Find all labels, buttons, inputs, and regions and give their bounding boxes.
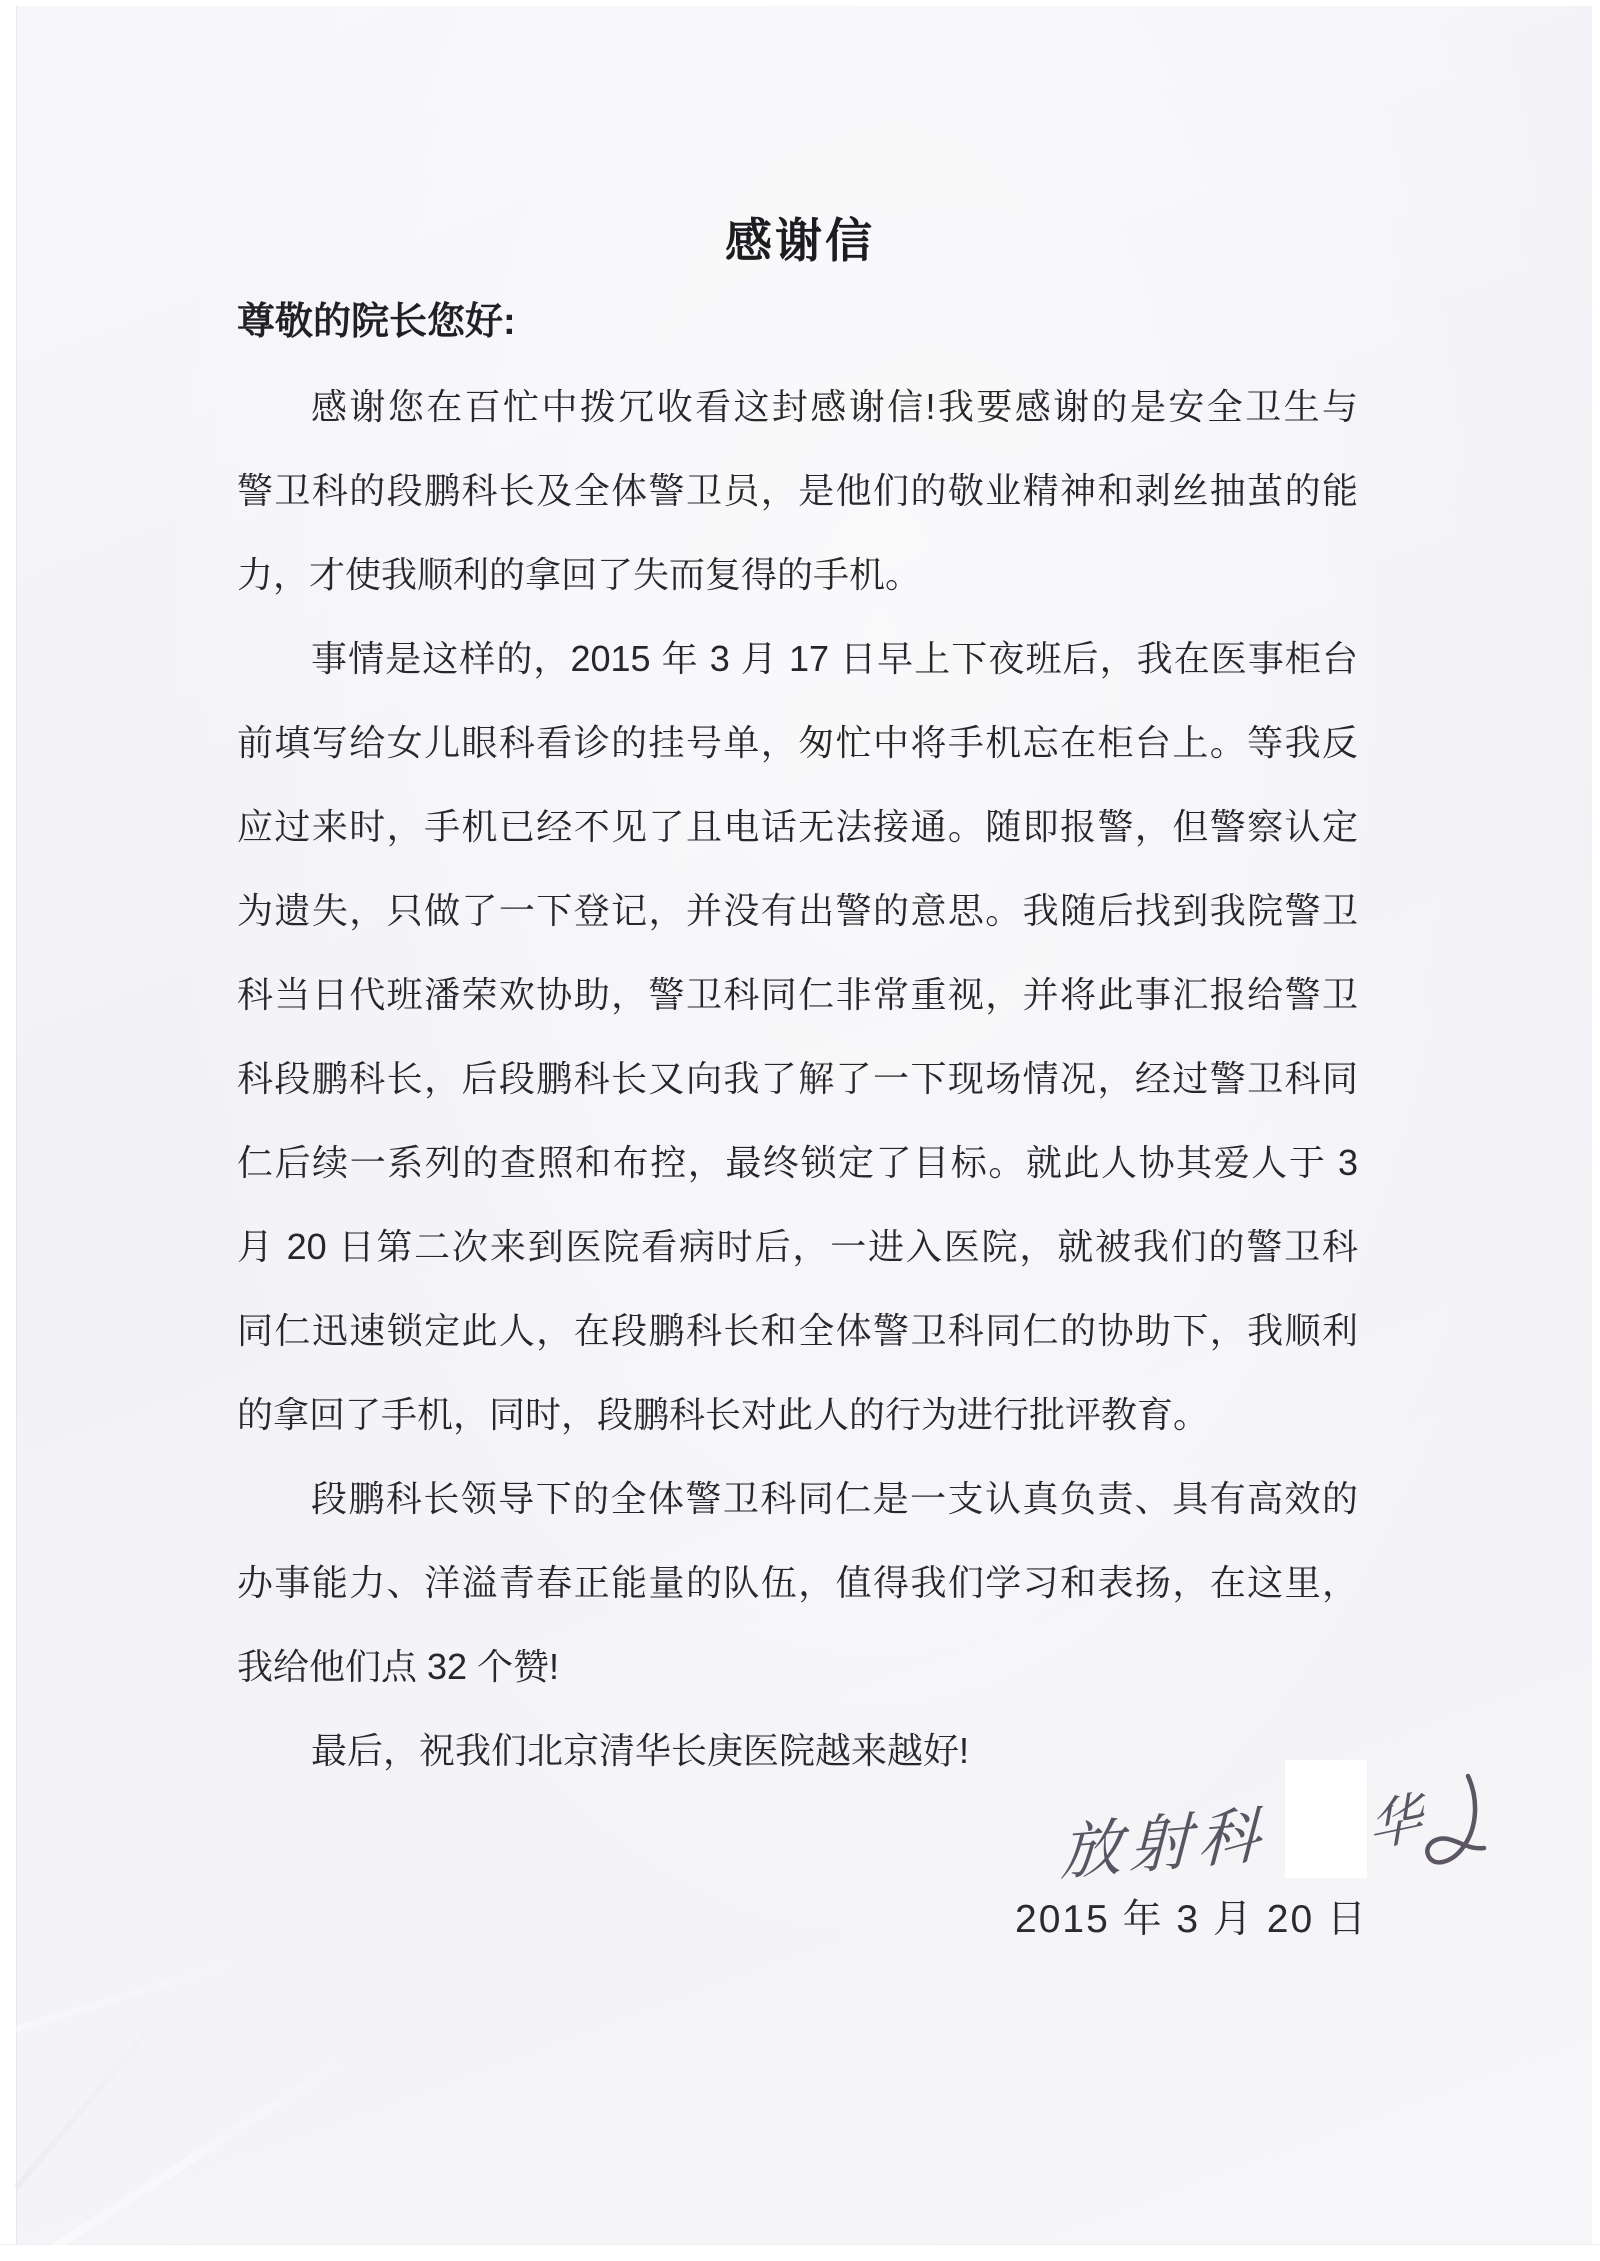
letter-line: 前填写给女儿眼科看诊的挂号单，匆忙中将手机忘在柜台上。等我反 [237,722,1358,763]
letter-line: 科当日代班潘荣欢协助，警卫科同仁非常重视，并将此事汇报给警卫 [237,974,1358,1015]
letter-line: 同仁迅速锁定此人，在段鹏科长和全体警卫科同仁的协助下，我顺利 [237,1310,1358,1351]
paper-edge-left [0,0,17,2261]
letter-body [237,365,1358,1793]
letter-line: 应过来时，手机已经不见了且电话无法接通。随即报警，但警察认定 [237,806,1358,847]
letter-line: 力，才使我顺利的拿回了失而复得的手机。 [237,554,922,595]
letter-title: 感谢信 [725,214,875,267]
paper-crease [0,1947,274,2047]
signature-department-handwriting: 放射科 [1059,1800,1268,1889]
letter-line: 科段鹏科长，后段鹏科长又向我了解了一下现场情况，经过警卫科同 [237,1058,1358,1099]
letter-line: 事情是这样的，2015 年 3 月 17 日早上下夜班后，我在医事柜台 [311,638,1358,679]
signature-partial-handwriting: 华 [1366,1787,1424,1859]
paper-edge-bottom [0,2244,1600,2261]
letter-line: 最后，祝我们北京清华长庚医院越来越好! [311,1730,970,1771]
letter-line: 我给他们点 32 个赞! [237,1646,560,1687]
letter-line: 为遗失，只做了一下登记，并没有出警的意思。我随后找到我院警卫 [237,890,1358,931]
letter-line: 段鹏科长领导下的全体警卫科同仁是一支认真负责、具有高效的 [311,1478,1358,1519]
letter-line: 仁后续一系列的查照和布控，最终锁定了目标。就此人协其爱人于 3 [237,1142,1358,1183]
letter-line: 办事能力、洋溢青春正能量的队伍，值得我们学习和表扬，在这里， [237,1562,1358,1603]
letter-line: 的拿回了手机，同时，段鹏科长对此人的行为进行批评教育。 [237,1394,1210,1435]
letter-line: 警卫科的段鹏科长及全体警卫员，是他们的敬业精神和剥丝抽茧的能 [237,470,1358,511]
paper-crease [14,1986,186,2189]
letter-line: 感谢您在百忙中拨冗收看这封感谢信!我要感谢的是安全卫生与 [311,386,1358,427]
redaction-box [1285,1760,1367,1878]
signature-flourish-stroke [1412,1768,1496,1888]
letter-date: 2015 年 3 月 20 日 [1015,1898,1369,1941]
paper-edge-top [0,0,1600,6]
paper-crease [0,2037,375,2261]
signature-block [1050,1770,1510,1900]
letter-line: 月 20 日第二次来到医院看病时后，一进入医院，就被我们的警卫科 [237,1226,1358,1267]
paper-edge-right [1592,0,1600,2261]
letter-greeting: 尊敬的院长您好: [237,301,516,343]
